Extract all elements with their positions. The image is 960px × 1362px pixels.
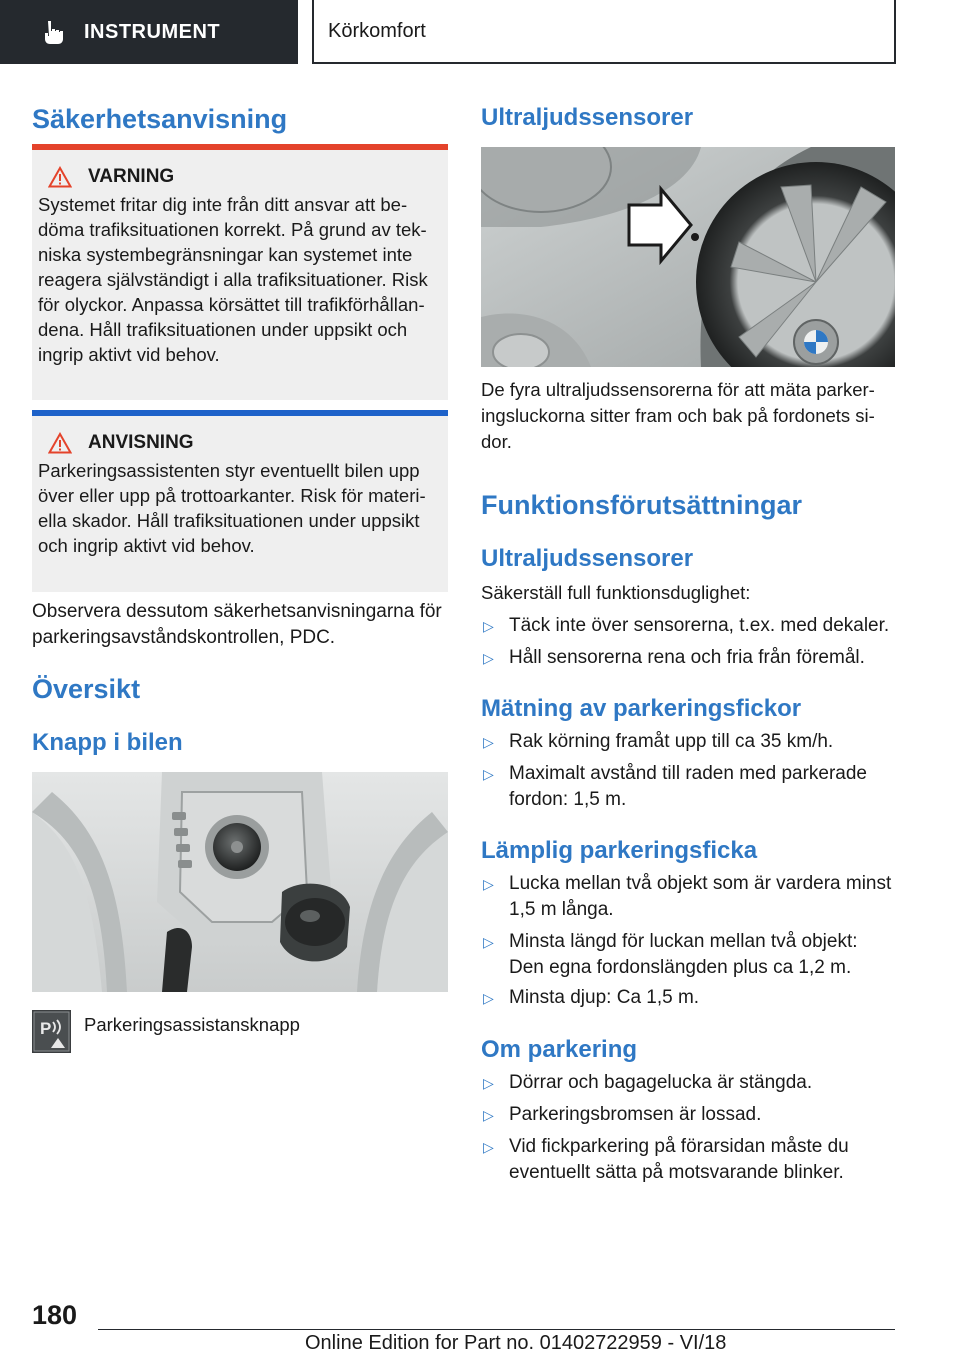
text-line: Maximalt avstånd till raden med parkerade	[509, 763, 868, 784]
notice-label: ANVISNING	[88, 432, 194, 453]
text-line: fordon: 1,5 m.	[509, 789, 627, 810]
sensors-caption	[481, 377, 895, 455]
list-item	[481, 871, 891, 923]
list-item-text	[509, 729, 833, 755]
overview-heading: Översikt	[32, 674, 141, 704]
notice-title	[38, 432, 442, 454]
text-line: dena. Håll trafiksituationen under uppsikt och	[38, 319, 408, 340]
sensors-heading: Ultraljudssensorer	[481, 104, 694, 131]
warning-box	[32, 144, 448, 400]
page-number: 180	[32, 1300, 78, 1330]
notice-text	[38, 458, 442, 558]
text-line: döma trafiksituationen korrekt. På grund av tek‐	[38, 219, 427, 240]
text-line: över eller upp på trottoarkanter. Risk för materi‐	[38, 485, 426, 506]
chapter-label: Körkomfort	[328, 19, 426, 42]
button-caption: Parkeringsassistansknapp	[84, 1014, 300, 1035]
text-line: Vid fickparkering på förarsidan måste du	[509, 1136, 849, 1157]
measurement-heading: Mätning av parkeringsfickor	[481, 695, 802, 722]
ultrasonic-sensor-image	[481, 147, 895, 367]
text-line: Minsta längd för luckan mellan två objekt:	[509, 931, 858, 952]
text-line: dor.	[481, 431, 512, 452]
requirements-intro: Säkerställ full funktionsduglighet:	[481, 582, 751, 603]
text-line: 1,5 m långa.	[509, 899, 614, 920]
pointing-hand-icon	[40, 19, 66, 45]
svg-text:P: P	[40, 1019, 52, 1038]
list-item	[481, 729, 833, 755]
text-line: eventuellt sätta på motsvarande blinker.	[509, 1162, 844, 1183]
observe-paragraph	[32, 599, 448, 651]
text-line: reagera självständigt i alla trafiksituationer. Risk	[38, 269, 428, 290]
footer-divider	[98, 1329, 895, 1330]
notice-triangle-icon	[48, 432, 72, 454]
edition-note: Online Edition for Part no. 01402722959 - VI/18	[305, 1332, 727, 1354]
list-item	[481, 613, 889, 639]
bullet-marker: ▷	[483, 990, 494, 1006]
list-item	[481, 929, 858, 981]
car-interior-image	[32, 772, 448, 992]
text-line: ella skador. Håll trafiksituationen under uppsikt	[38, 510, 420, 531]
text-line: Minsta djup: Ca 1,5 m.	[509, 987, 700, 1008]
warning-bar	[32, 144, 448, 150]
list-item-text	[509, 1070, 812, 1096]
bullet-marker: ▷	[483, 766, 494, 782]
list-item	[481, 645, 865, 671]
requirements-heading: Funktionsförutsättningar	[481, 490, 802, 520]
warning-title	[38, 166, 442, 188]
parking-heading: Om parkering	[481, 1036, 638, 1063]
list-item-text	[509, 871, 891, 923]
requirements-subheading: Ultraljudssensorer	[481, 545, 694, 572]
text-line: Dörrar och bagagelucka är stängda.	[509, 1072, 813, 1093]
text-line: Observera dessutom säkerhetsanvisningarna för	[32, 601, 442, 622]
notice-box	[32, 410, 448, 592]
bullet-marker: ▷	[483, 1075, 494, 1091]
chapter-box	[312, 0, 896, 64]
text-line: och ingrip aktivt vid behov.	[38, 535, 255, 556]
list-item-text	[509, 1134, 849, 1186]
bullet-marker: ▷	[483, 876, 494, 892]
text-line: Lucka mellan två objekt som är vardera minst	[509, 873, 892, 894]
list-item-text	[509, 1102, 761, 1128]
text-line: för olyckor. Anpassa körsättet till trafikförhållan‐	[38, 294, 425, 315]
bullet-marker: ▷	[483, 734, 494, 750]
text-line: Systemet fritar dig inte från ditt ansvar att be‐	[38, 194, 408, 215]
list-item-text	[509, 761, 867, 813]
warning-label: VARNING	[88, 166, 175, 187]
list-item	[481, 1102, 761, 1128]
text-line: Rak körning framåt upp till ca 35 km/h.	[509, 731, 834, 752]
section-tab[interactable]	[0, 0, 298, 64]
text-line: parkeringsavståndskontrollen, PDC.	[32, 627, 336, 648]
list-item	[481, 1134, 849, 1186]
bumper-sensor-illustration	[481, 147, 895, 367]
bullet-marker: ▷	[483, 618, 494, 634]
bullet-marker: ▷	[483, 934, 494, 950]
list-item-text: Täck inte över sensorerna, t.ex. med dekaler.	[509, 615, 890, 636]
list-item	[481, 761, 867, 813]
list-item-text	[509, 929, 858, 981]
bullet-marker: ▷	[483, 1107, 494, 1123]
button-legend	[32, 1010, 300, 1053]
warning-text	[38, 192, 442, 367]
text-line: Parkeringsassistenten styr eventuellt bilen upp	[38, 460, 420, 481]
list-item-text	[509, 985, 699, 1011]
list-item	[481, 1070, 812, 1096]
text-line: Parkeringsbromsen är lossad.	[509, 1104, 762, 1125]
list-item-text: Håll sensorerna rena och fria från föremål.	[509, 647, 865, 668]
text-line: ingsluckorna sitter fram och bak på fordonets si‐	[481, 405, 875, 426]
bullet-marker: ▷	[483, 1139, 494, 1155]
suitable-space-heading: Lämplig parkeringsficka	[481, 837, 758, 864]
list-item	[481, 985, 699, 1011]
text-line: Den egna fordonslängden plus ca 1,2 m.	[509, 957, 852, 978]
warning-triangle-icon	[48, 166, 72, 188]
bullet-marker: ▷	[483, 650, 494, 666]
section-label: INSTRUMENT	[84, 20, 221, 43]
text-line: De fyra ultraljudssensorerna för att mäta parker‐	[481, 379, 875, 400]
text-line: niska systembegränsningar kan systemet inte	[38, 244, 413, 265]
parking-assistant-button-icon	[32, 1010, 71, 1053]
notice-bar	[32, 410, 448, 416]
text-line: ingrip aktivt vid behov.	[38, 344, 220, 365]
center-console-illustration	[32, 772, 448, 992]
button-heading: Knapp i bilen	[32, 729, 183, 756]
safety-heading: Säkerhetsanvisning	[32, 104, 288, 134]
